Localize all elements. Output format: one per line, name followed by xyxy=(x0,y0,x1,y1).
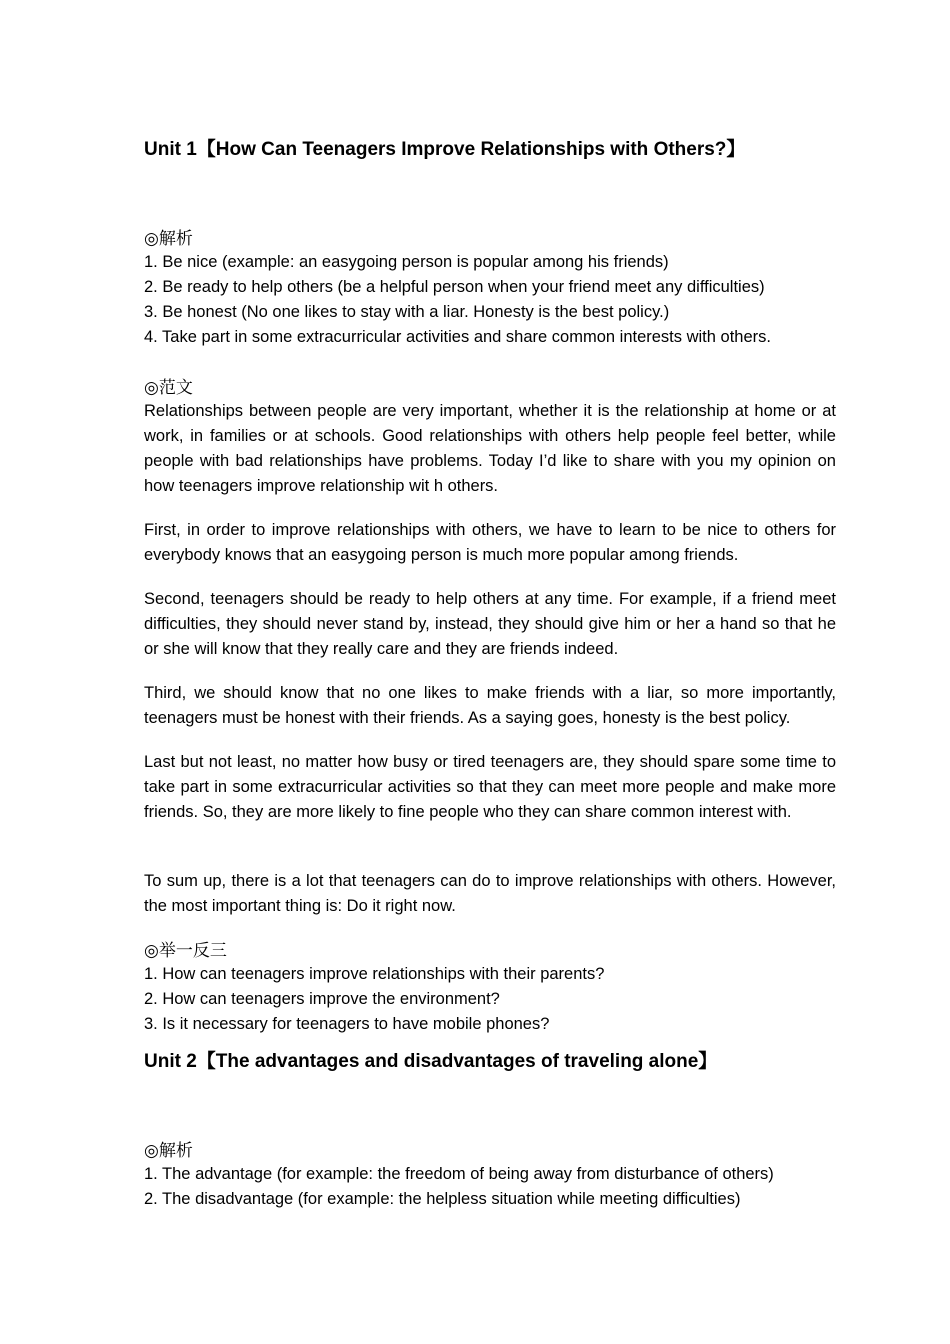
list-item: 3. Be honest (No one likes to stay with a liar. Honesty is the best policy.) xyxy=(144,303,670,321)
essay-paragraph: Last but not least, no matter how busy or tired teenagers are, they should spare some time to take part in some extracurricular activities so that they can meet more people and make more friends. So, they are more likely to fine people who they can share common interest with. xyxy=(144,753,836,821)
unit-1-practice-heading: ◎举一反三 xyxy=(144,941,227,960)
unit-1-practice-list xyxy=(144,962,836,1037)
unit-1-title: Unit 1【How Can Teenagers Improve Relationships with Others?】 xyxy=(144,139,746,160)
unit-2-title: Unit 2【The advantages and disadvantages of traveling alone】 xyxy=(144,1051,718,1072)
unit-2-analysis-heading: ◎解析 xyxy=(144,1141,193,1160)
essay-paragraph: Relationships between people are very important, whether it is the relationship at home or at work, in families or at schools. Good relationships with others help people feel better, while people with bad relationships have problems. Today I’d like to share with you my opinion on how teenagers improve relationship wit h others. xyxy=(144,402,836,495)
list-item: 3. Is it necessary for teenagers to have mobile phones? xyxy=(144,1015,550,1033)
essay-paragraph: Second, teenagers should be ready to help others at any time. For example, if a friend meet difficulties, they should never stand by, instead, they should give him or her a hand so that he or she will know that they really care and they are friends indeed. xyxy=(144,590,836,658)
unit-1-essay-heading: ◎范文 xyxy=(144,378,193,397)
essay-paragraph: To sum up, there is a lot that teenagers can do to improve relationships with others. However, the most important thing is: Do it right now. xyxy=(144,872,836,915)
list-item: 2. How can teenagers improve the environment? xyxy=(144,990,500,1008)
unit-1-analysis-heading: ◎解析 xyxy=(144,229,193,248)
list-item: 1. Be nice (example: an easygoing person is popular among his friends) xyxy=(144,253,669,271)
list-item: 2. Be ready to help others (be a helpful person when your friend meet any difficulties) xyxy=(144,278,765,296)
list-item: 1. How can teenagers improve relationships with their parents? xyxy=(144,965,605,983)
unit-1-analysis-list xyxy=(144,250,836,350)
essay-paragraph: Third, we should know that no one likes to make friends with a liar, so more importantly, teenagers must be honest with their friends. As a saying goes, honesty is the best policy. xyxy=(144,684,836,727)
unit-2-analysis-list xyxy=(144,1162,836,1212)
list-item: 4. Take part in some extracurricular activities and share common interests with others. xyxy=(144,328,771,346)
list-item: 2. The disadvantage (for example: the helpless situation while meeting difficulties) xyxy=(144,1190,741,1208)
essay-paragraph: First, in order to improve relationships with others, we have to learn to be nice to others for everybody knows that an easygoing person is much more popular among friends. xyxy=(144,521,836,564)
list-item: 1. The advantage (for example: the freedom of being away from disturbance of others) xyxy=(144,1165,774,1183)
